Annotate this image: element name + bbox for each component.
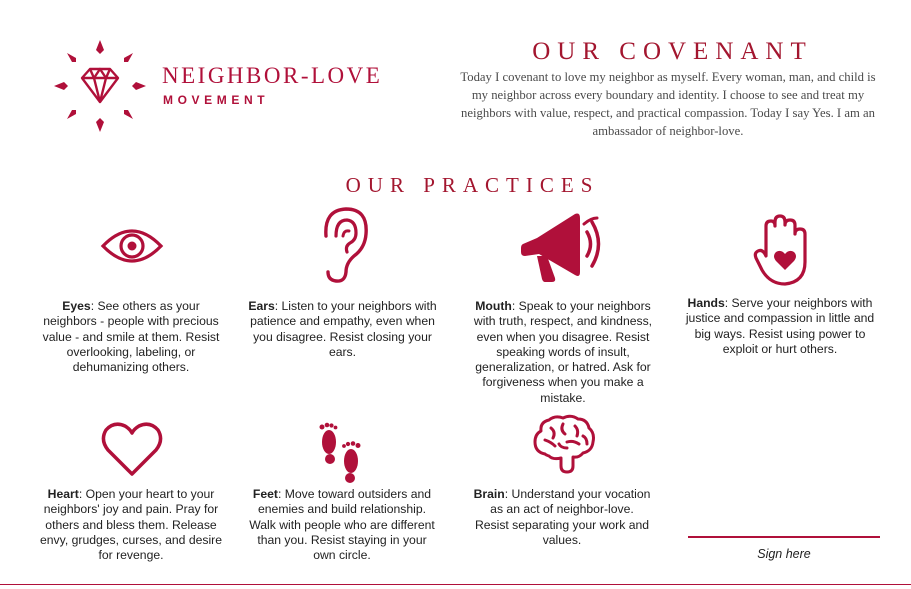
practice-feet-text: : Move toward outsiders and enemies and build relationship. Walk with people who are different than you. Resist staying in your own circle.	[249, 487, 435, 563]
practice-eyes-name: Eyes	[62, 299, 91, 313]
practice-heart-name: Heart	[47, 487, 79, 501]
ear-icon	[318, 206, 370, 284]
practice-heart	[40, 487, 222, 563]
practice-eyes	[42, 299, 220, 375]
practice-brain-text: : Understand your vocation as an act of neighbor-love. Resist separating your work and values.	[474, 487, 651, 547]
covenant-title: OUR COVENANT	[532, 38, 813, 65]
signature-line[interactable]	[688, 536, 880, 538]
practice-hands	[681, 296, 879, 357]
hand-heart-icon	[752, 212, 812, 288]
practice-hands-name: Hands	[687, 296, 725, 310]
signature-label: Sign here	[757, 547, 811, 561]
covenant-text: Today I covenant to love my neighbor as myself. Every woman, man, and child is my neighbor across every boundary and identity. I choose to see and treat my neighbors with value, respect, and practical compassion. Today I say Yes. I am an ambassador of neighbor-love.	[460, 70, 876, 138]
practice-ears-name: Ears	[248, 299, 275, 313]
eye-icon	[100, 222, 164, 270]
practice-heart-text: : Open your heart to your neighbors' joy and pain. Pray for others and bless them. Release envy, grudges, curses, and desire for revenge.	[40, 487, 223, 563]
practice-mouth-text: : Speak to your neighbors with truth, respect, and kindness, even when you disagree. Resist speaking words of insult, generalization, or hatred. Ask for forgiveness when you make a mistake.	[473, 299, 653, 405]
practice-brain-name: Brain	[473, 487, 505, 501]
heart-icon	[100, 420, 164, 478]
practice-feet-name: Feet	[252, 487, 278, 501]
practice-feet	[245, 487, 439, 563]
bottom-divider	[0, 584, 911, 585]
practice-mouth-name: Mouth	[475, 299, 512, 313]
brand-name: NEIGHBOR-LOVE	[162, 63, 383, 88]
footprints-icon	[316, 418, 366, 484]
logo-mark	[52, 38, 148, 134]
brand-subtitle: MOVEMENT	[163, 93, 270, 107]
practice-eyes-text: : See others as your neighbors - people with precious value - and smile at them. Resist overlooking, labeling, or dehumanizing others.	[42, 299, 220, 375]
diamond-heart-sunburst-icon	[52, 38, 148, 134]
practice-hands-text: : Serve your neighbors with justice and compassion in little and big ways. Resist using power to exploit or hurt others.	[685, 296, 875, 356]
brain-icon	[531, 414, 597, 476]
megaphone-icon	[517, 206, 607, 286]
practice-brain	[472, 487, 652, 548]
practice-ears-text: : Listen to your neighbors with patience and empathy, even when you disagree. Resist closing your ears.	[250, 299, 437, 359]
practice-mouth	[466, 299, 660, 406]
practice-ears	[246, 299, 439, 360]
practices-title: OUR PRACTICES	[345, 173, 600, 197]
